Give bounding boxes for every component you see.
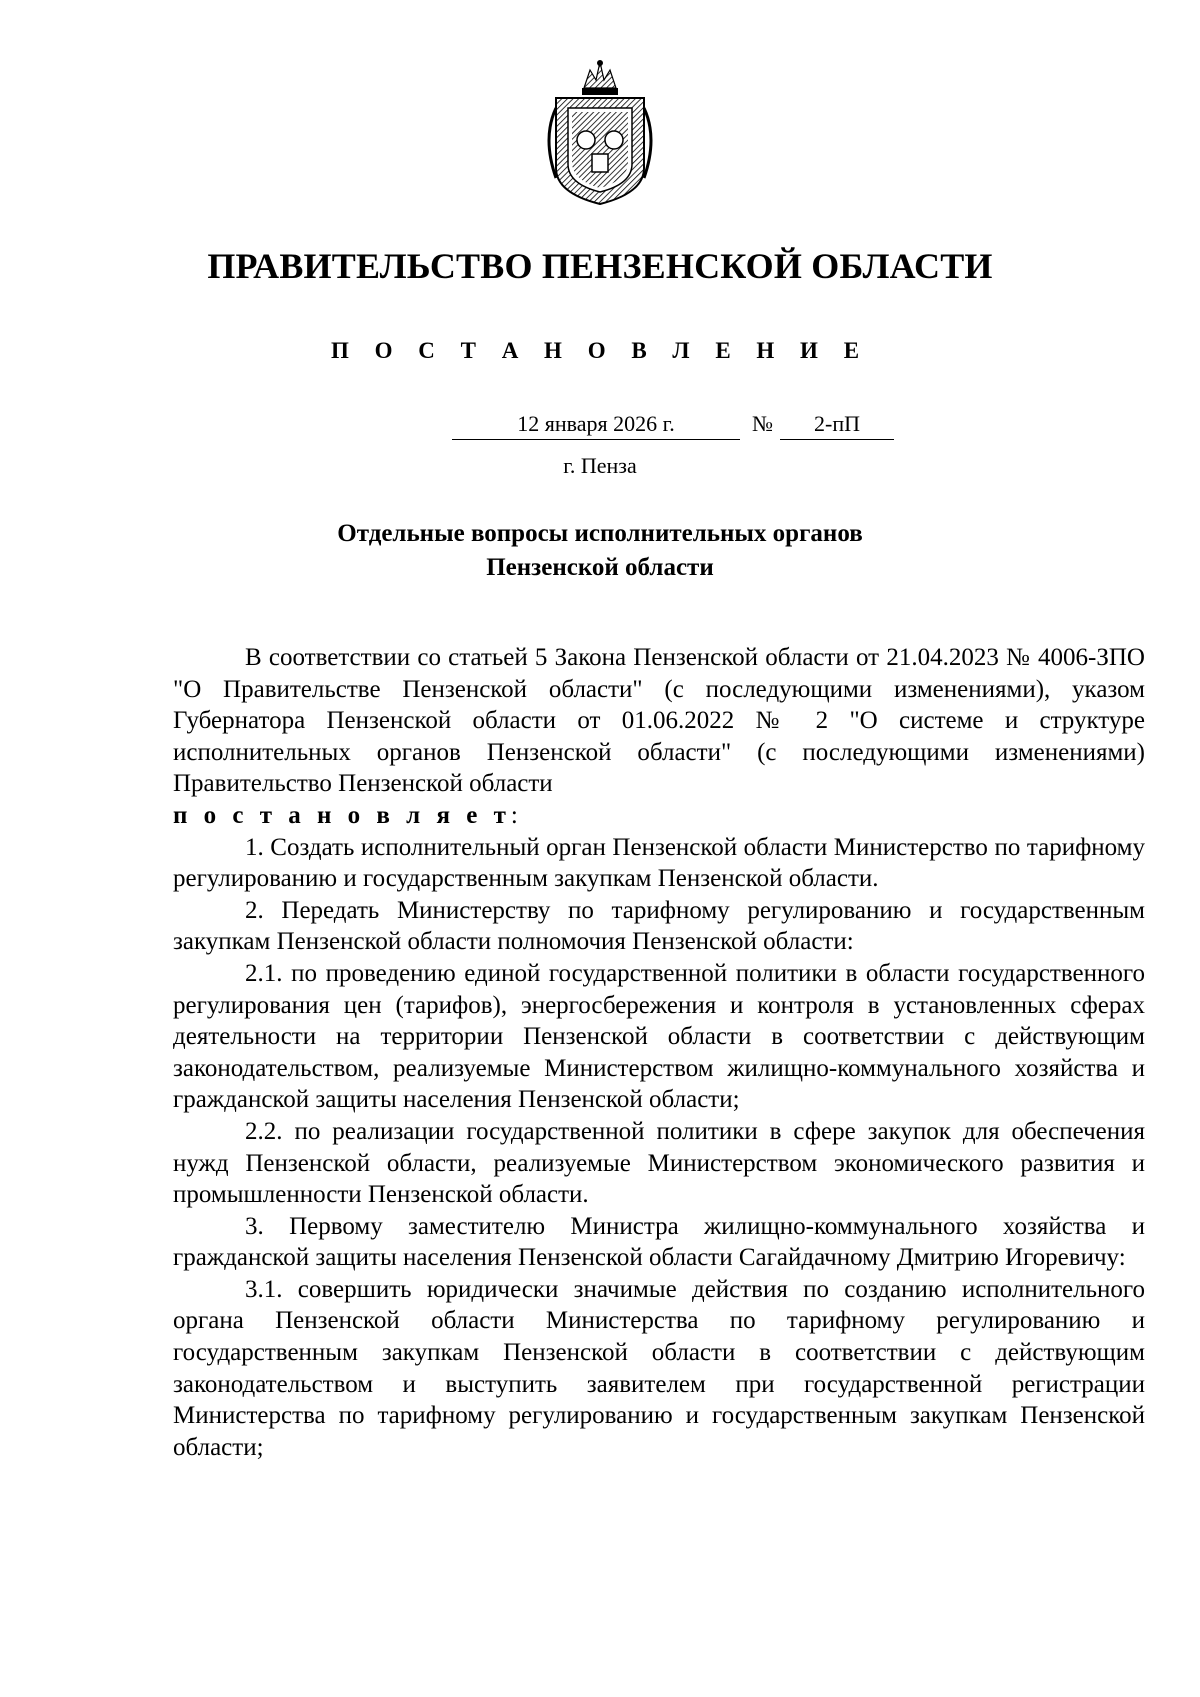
document-body — [173, 642, 1145, 1463]
clause-3: 3. Первому заместителю Министра жилищно-коммунального хозяйства и гражданской защиты населения Пензенской области Сагайдачному Дмитрию Игоревичу: — [173, 1212, 1145, 1272]
subject-line-1: Отдельные вопросы исполнительных органов — [337, 520, 863, 547]
document-type: П О С Т А Н О В Л Е Н И Е — [330, 338, 870, 363]
clause-3-1: 3.1. совершить юридически значимые действия по созданию исполнительного органа Пензенской области Министерства по тарифному регулированию и государственным закупкам Пензенской области в соответствии с действующим законодательством и выступить заявителем при государственной регистрации Министерства по тарифному регулированию и государственным закупкам Пензенской области; — [173, 1275, 1145, 1461]
document-subject — [0, 517, 1200, 585]
city: г. Пенза — [563, 453, 637, 478]
clause-2-2: 2.2. по реализации государственной политики в сфере закупок для обеспечения нужд Пензенской области, реализуемые Министерством экономического развития и промышленности Пензенской области. — [173, 1117, 1145, 1209]
subject-line-2: Пензенской области — [486, 554, 714, 581]
preamble-text: В соответствии со статьей 5 Закона Пензенской области от 21.04.2023 № 4006-ЗПО "О Правительстве Пензенской области" (с последующими изменениями), указом Губернатора Пензенской области от 01.06.2022 № 2 "О системе и структуре исполнительных органов Пензенской области" (с последующими изменениями) Правительство Пензенской области — [173, 644, 1145, 798]
decree-line — [173, 800, 1145, 832]
preamble-paragraph — [173, 642, 1145, 800]
clause-1: 1. Создать исполнительный орган Пензенской области Министерство по тарифному регулированию и государственным закупкам Пензенской области. — [173, 833, 1145, 893]
decree-colon: : — [510, 801, 518, 829]
document-number: 2-пП — [780, 411, 894, 440]
clause-2-1: 2.1. по проведению единой государственной политики в области государственного регулирования цен (тарифов), энергосбережения и контроля в установленных сферах деятельности на территории Пензенской области в соответствии с действующим законодательством, реализуемые Министерством жилищно-коммунального хозяйства и гражданской защиты населения Пензенской области; — [173, 959, 1145, 1114]
organization-title: ПРАВИТЕЛЬСТВО ПЕНЗЕНСКОЙ ОБЛАСТИ — [207, 246, 993, 286]
number-sign: № — [752, 411, 773, 436]
date-number-line — [0, 411, 1200, 441]
clause-2: 2. Передать Министерству по тарифному регулированию и государственным закупкам Пензенской области полномочия Пензенской области: — [173, 896, 1145, 956]
coat-of-arms-icon — [534, 58, 666, 208]
decree-word: п о с т а н о в л я е т — [173, 801, 511, 829]
document-date: 12 января 2026 г. — [452, 411, 740, 440]
